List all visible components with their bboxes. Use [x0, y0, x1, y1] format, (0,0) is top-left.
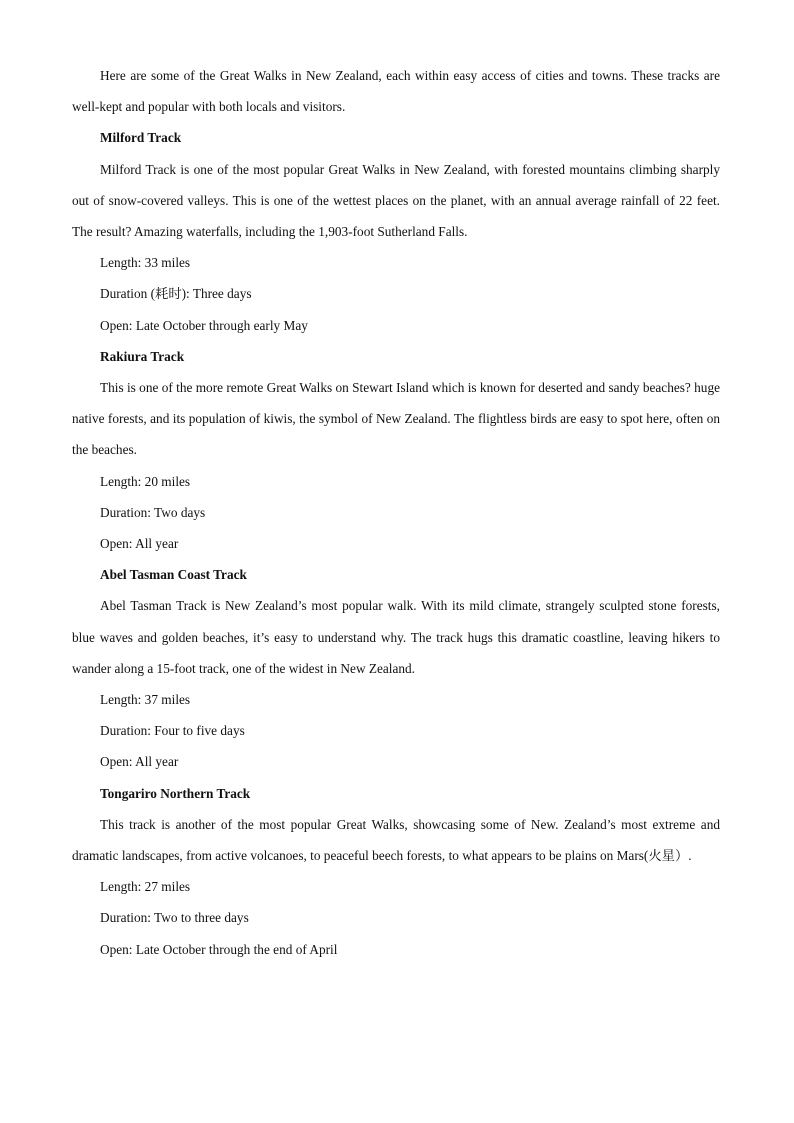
track-length: Length: 20 miles — [100, 473, 191, 489]
track-length: Length: 33 miles — [100, 255, 191, 271]
track-duration: Duration (耗时): Three days — [100, 286, 252, 302]
track-open: Open: All year — [100, 754, 179, 770]
track-description: This is one of the more remote Great Walks on Stewart Island which is known for deserted and sandy beaches? huge native forests, and its population of kiwis, the symbol of New Zealand. The flightless birds are easy to spot here, often on the beaches. — [72, 380, 720, 458]
track-open: Open: Late October through early May — [100, 317, 308, 333]
track-description: Milford Track is one of the most popular Great Walks in New Zealand, with forested mountains climbing sharply out of snow-covered valleys. This is one of the wettest places on the planet, with an annual average rainfall of 22 feet. The result? Amazing waterfalls, including the 1,903-foot Sutherland Falls. — [72, 161, 720, 240]
track-duration: Duration: Four to five days — [100, 723, 245, 739]
track-description: Abel Tasman Track is New Zealand’s most popular walk. With its mild climate, strangely sculpted stone forests, blue waves and golden beaches, it’s easy to understand why. The track hugs this dramatic coastline, leaving hikers to wander along a 15-foot track, one of the widest in New Zealand. — [72, 598, 720, 676]
track-length: Length: 27 miles — [100, 879, 191, 895]
track-abel-tasman — [72, 559, 720, 777]
track-open: Open: All year — [100, 536, 179, 552]
intro-paragraph: Here are some of the Great Walks in New Zealand, each within easy access of cities and towns. These tracks are well-kept and popular with both locals and visitors. — [72, 68, 720, 115]
track-heading: Tongariro Northern Track — [100, 785, 251, 801]
track-heading: Milford Track — [100, 130, 182, 146]
track-tongariro — [72, 778, 720, 965]
track-milford — [72, 122, 720, 340]
track-heading: Abel Tasman Coast Track — [100, 567, 247, 583]
document-page — [72, 60, 720, 965]
track-duration: Duration: Two to three days — [100, 910, 249, 926]
track-length: Length: 37 miles — [100, 692, 191, 708]
track-description: This track is another of the most popular Great Walks, showcasing some of New. Zealand’s most extreme and dramatic landscapes, from active volcanoes, to peaceful beech forests, to what appears to be plains on Mars(火星）. — [72, 816, 720, 864]
track-open: Open: Late October through the end of April — [100, 941, 338, 957]
track-rakiura — [72, 341, 720, 559]
track-heading: Rakiura Track — [100, 348, 185, 364]
track-duration: Duration: Two days — [100, 504, 206, 520]
